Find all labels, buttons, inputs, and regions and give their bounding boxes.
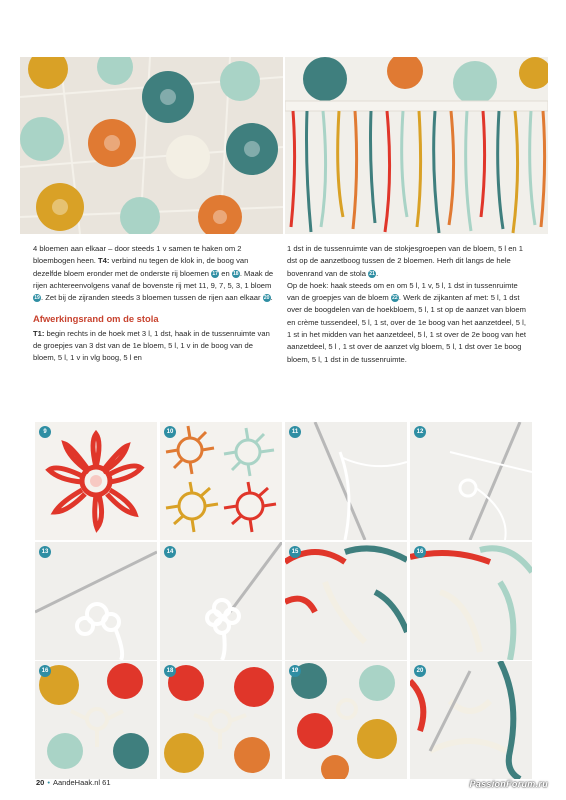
step-number-badge: 16 (39, 665, 51, 677)
page-number: 20 (36, 778, 45, 787)
step-number-badge: 10 (164, 426, 176, 438)
step-photo-9 (35, 422, 157, 540)
step-photo-17 (35, 661, 157, 779)
magazine-name: AandeHaak.nl 61 (52, 778, 111, 787)
step-photo-20 (410, 661, 532, 779)
hero-photo-flowers (20, 57, 283, 234)
step-ref-20: 20 (263, 295, 270, 302)
paragraph-t1: T1: begin rechts in de hoek met 3 l, 1 dst, haak in de tussenruimte van de groepjes van 3 dst van de 1e bloem, 5 l, 1 v in de boog van de bloem, 5 l, 1 v in vlg boog, 5 l en (33, 328, 270, 363)
step-photo-10 (160, 422, 282, 540)
step-photo-12 (410, 422, 532, 540)
watermark: PassionForum.ru (469, 779, 548, 789)
page-footer (36, 778, 111, 787)
step-ref-17: 17 (212, 270, 218, 277)
step-number-badge: 14 (164, 546, 176, 558)
step-photo-18 (160, 661, 282, 779)
step-ref-21: 21 (369, 270, 375, 277)
step-ref-19: 19 (34, 295, 40, 302)
step-ref-18: 18 (233, 270, 239, 277)
step-number-badge: 13 (39, 546, 51, 558)
step-photo-11 (285, 422, 407, 540)
paragraph-edge: 1 dst in de tussenruimte van de stokjesgroepen van de bloem, 5 l en 1 dst op de aanzetboog tussen de 2 bloemen. Herh dit langs de hele bovenrand van de stola 21. (287, 244, 523, 278)
step-photo-14 (160, 542, 282, 660)
step-photo-19 (285, 661, 407, 779)
text-column-right (287, 243, 527, 366)
step-number-badge: 12 (414, 426, 426, 438)
step-photo-13 (35, 542, 157, 660)
section-heading: Afwerkingsrand om de stola (33, 313, 159, 325)
step-number-badge: 15 (289, 546, 301, 558)
step-number-badge: 11 (289, 426, 301, 438)
step-number-badge: 16 (414, 546, 426, 558)
step-number-badge: 9 (39, 426, 51, 438)
step-number-badge: 18 (164, 665, 176, 677)
footer-bullet: • (47, 778, 50, 787)
step-photo-15 (285, 542, 407, 660)
step-ref-22: 22 (392, 295, 398, 302)
hero-photo-fringe (285, 57, 548, 234)
step-photo-16 (410, 542, 532, 660)
step-number-badge: 19 (289, 665, 301, 677)
paragraph-corner: Op de hoek: haak steeds om en om 5 l, 1 v, 5 l, 1 dst in tussenruimte van de groepjes van de bloem 22. Werk de zijkanten af met: 5 l, 1 dst over de boogdelen van de hoekbloem, 5 l, 1 st op de aanzet van bloem en crème tussendeel, 5 l, 1 st, over de 1e boog van het aanzetdeel, 5 l, 1 st in het midden van het aanzetdeel, 5 l, 1 st over de 2e boog van het aanzetdeel, 5 l , 1 st over de aanzet vlg bloem, 5 l, 1 dst over 1e boog bloem, 5 l, 1 dst in de tussenruimte. (287, 280, 526, 364)
paragraph-joining: 4 bloemen aan elkaar – door steeds 1 v samen te haken om 2 bloembogen heen. T4: verbind nu tegen de klok in, de boog van dezelfde bloem eronder met de onderste rij bloemen 17 en 18. Maak de rijen achtereenvolgens vanaf de bovenste rij met 11, 9, 7, 5, 3, 1 bloem 19. Zet bij de zijranden steeds 3 bloemen tussen de rijen aan elkaar 20. (33, 244, 274, 303)
step-number-badge: 20 (414, 665, 426, 677)
text-column-left (33, 243, 275, 365)
